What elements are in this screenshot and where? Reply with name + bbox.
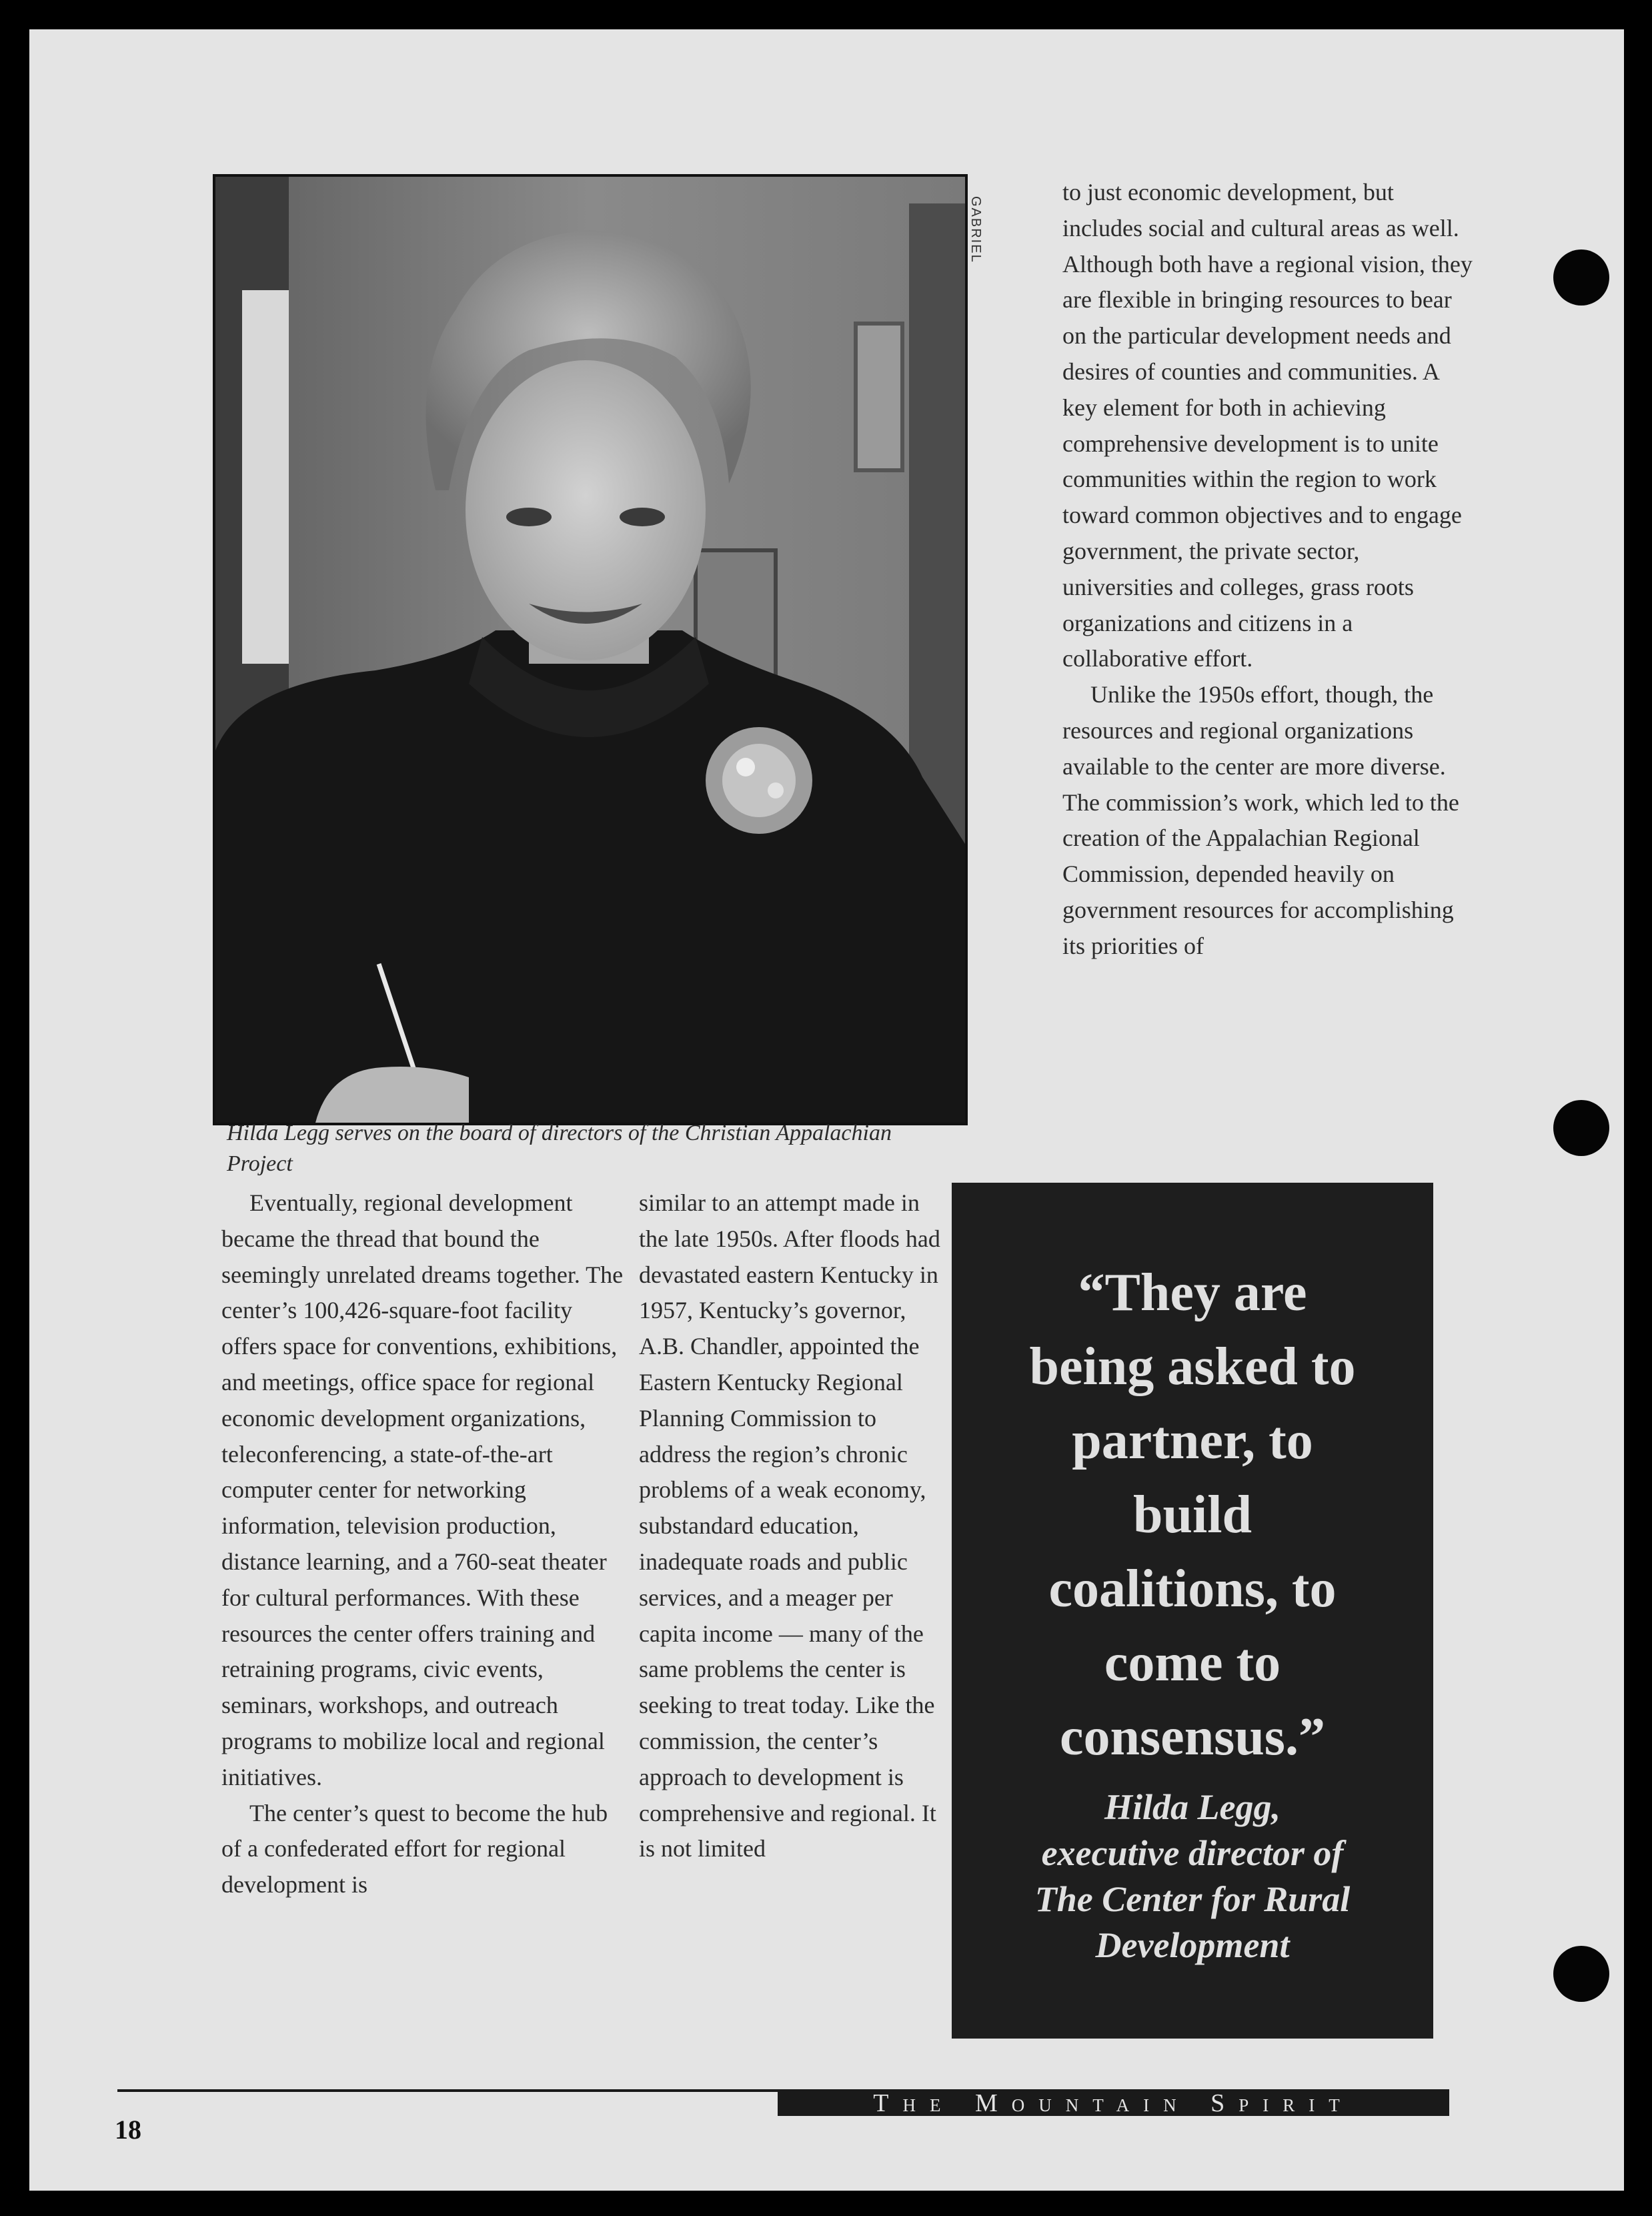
attribution-line: executive director of: [1041, 1833, 1344, 1873]
paragraph: The center’s quest to become the hub of a confederated effort for regional development is: [221, 1799, 608, 1898]
paragraph: Unlike the 1950s effort, though, the resources and regional organizations available to the center are more diverse. The commission’s work, which led to the creation of the Appalachian Regional Commission, depended heavily on government resources for accomplishing its priorities of: [1062, 681, 1459, 959]
pull-quote-line: consensus.”: [1060, 1708, 1325, 1766]
paragraph: Eventually, regional development became the thread that bound the seemingly unrelated dreams together. The center’s 100,426-square-foot facility offers space for conventions, exhibitions, and meetings, office space for regional economic development organizations, teleconferencing, a state-of-the-art computer center for networking information, television production, distance learning, and a 760-seat theater for cultural performances. With these resources the center offers training and retraining programs, civic events, seminars, workshops, and outreach programs to mobilize local and regional initiatives.: [221, 1189, 624, 1790]
magazine-page: [29, 29, 1624, 2191]
binder-hole: [1553, 1946, 1609, 2002]
page-number: 18: [115, 2115, 141, 2145]
binder-hole: [1553, 249, 1609, 306]
pull-quote-line: “They are: [1078, 1263, 1307, 1322]
paragraph: to just economic development, but includes social and cultural areas as well. Although both have a regional vision, they are flexible in bringing resources to bear on the particular development needs and desires of counties and communities. A key element for both in achieving comprehensive development is to unite communities within the region to work toward common objectives and to engage government, the private sector, universities and colleges, grass roots organizations and citizens in a collaborative effort.: [1062, 179, 1473, 672]
pull-quote: [952, 1256, 1433, 1774]
portrait-photo: [213, 174, 968, 1125]
pull-quote-line: coalitions, to: [1048, 1560, 1337, 1618]
article-column-left: [221, 1185, 628, 1903]
pull-quote-line: build: [1133, 1486, 1252, 1544]
pull-quote-line: being asked to: [1029, 1337, 1356, 1396]
pull-quote-box: [952, 1183, 1433, 2039]
article-column-right: [1062, 175, 1476, 965]
publication-masthead: [778, 2091, 1449, 2116]
photo-credit: GABRIEL: [968, 196, 983, 263]
pull-quote-line: come to: [1104, 1634, 1281, 1692]
article-column-middle: [639, 1185, 952, 1867]
attribution-line: The Center for Rural: [1034, 1879, 1351, 1919]
pull-quote-attribution: [952, 1784, 1433, 1969]
pull-quote-line: partner, to: [1072, 1412, 1313, 1470]
attribution-line: Hilda Legg,: [1104, 1787, 1281, 1827]
photo-caption: Hilda Legg serves on the board of directors of the Christian Appalachian Project: [227, 1121, 892, 1176]
publication-name: The Mountain Spirit: [873, 2091, 1354, 2116]
attribution-line: Development: [1095, 1925, 1290, 1965]
paragraph: similar to an attempt made in the late 1950s. After floods had devastated eastern Kentucky in 1957, Kentucky’s governor, A.B. Chandler, appointed the Eastern Kentucky Regional Planning Commission to address the region’s chronic problems of a weak economy, substandard education, inadequate roads and public services, and a meager per capita income — many of the same problems the center is seeking to treat today. Like the commission, the center’s approach to development is comprehensive and regional. It is not limited: [639, 1189, 940, 1862]
binder-hole: [1553, 1100, 1609, 1156]
